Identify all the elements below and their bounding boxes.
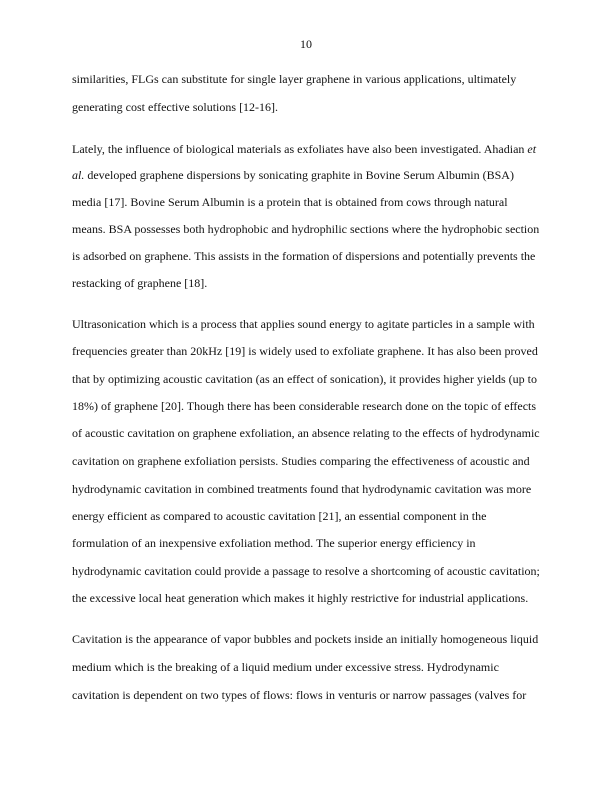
text-line: Ultrasonication which is a process that applies sound energy to agitate particles in a sample with: [72, 317, 535, 331]
text-line: [72, 168, 514, 182]
text-run: Lately, the influence of biological materials as exfoliates have also been investigated. Ahadian: [72, 142, 528, 156]
text-line: means. BSA possesses both hydrophobic and hydrophilic sections where the hydrophobic section: [72, 222, 540, 236]
text-line: 18%) of graphene [20]. Though there has been considerable research done on the topic of effects: [72, 399, 537, 413]
text-line: medium which is the breaking of a liquid medium under excessive stress. Hydrodynamic: [72, 660, 499, 674]
italic-text-run: al.: [72, 168, 85, 182]
text-line: similarities, FLGs can substitute for single layer graphene in various applications, ultimately: [72, 72, 517, 86]
text-line: frequencies greater than 20kHz [19] is widely used to exfoliate graphene. It has also been proved: [72, 344, 538, 358]
text-line: that by optimizing acoustic cavitation (as an effect of sonication), it provides higher yields (up to: [72, 372, 537, 386]
text-line: formulation of an inexpensive exfoliation method. The superior energy efficiency in: [72, 536, 476, 550]
page-number: 10: [300, 37, 312, 51]
text-line: [72, 142, 536, 156]
text-run: developed graphene dispersions by sonicating graphite in Bovine Serum Albumin (BSA): [84, 168, 514, 182]
text-line: of acoustic cavitation on graphene exfoliation, an absence relating to the effects of hydrodynamic: [72, 426, 540, 440]
text-line: the excessive local heat generation which makes it highly restrictive for industrial applications.: [72, 591, 529, 605]
text-line: hydrodynamic cavitation in combined treatments found that hydrodynamic cavitation was more: [72, 482, 532, 496]
text-line: is adsorbed on graphene. This assists in the formation of dispersions and potentially prevents the: [72, 249, 536, 263]
text-line: cavitation on graphene exfoliation persists. Studies comparing the effectiveness of acoustic and: [72, 454, 530, 468]
text-line: energy efficient as compared to acoustic cavitation [21], an essential component in the: [72, 509, 487, 523]
text-line: generating cost effective solutions [12-16].: [72, 100, 279, 114]
text-line: Cavitation is the appearance of vapor bubbles and pockets inside an initially homogeneous liquid: [72, 632, 539, 646]
text-line: media [17]. Bovine Serum Albumin is a protein that is obtained from cows through natural: [72, 195, 508, 209]
italic-text-run: et: [527, 142, 537, 156]
text-line: hydrodynamic cavitation could provide a passage to resolve a shortcoming of acoustic cavitation;: [72, 564, 540, 578]
text-line: restacking of graphene [18].: [72, 276, 208, 290]
text-line: cavitation is dependent on two types of flows: flows in venturis or narrow passages (valves for: [72, 688, 527, 702]
